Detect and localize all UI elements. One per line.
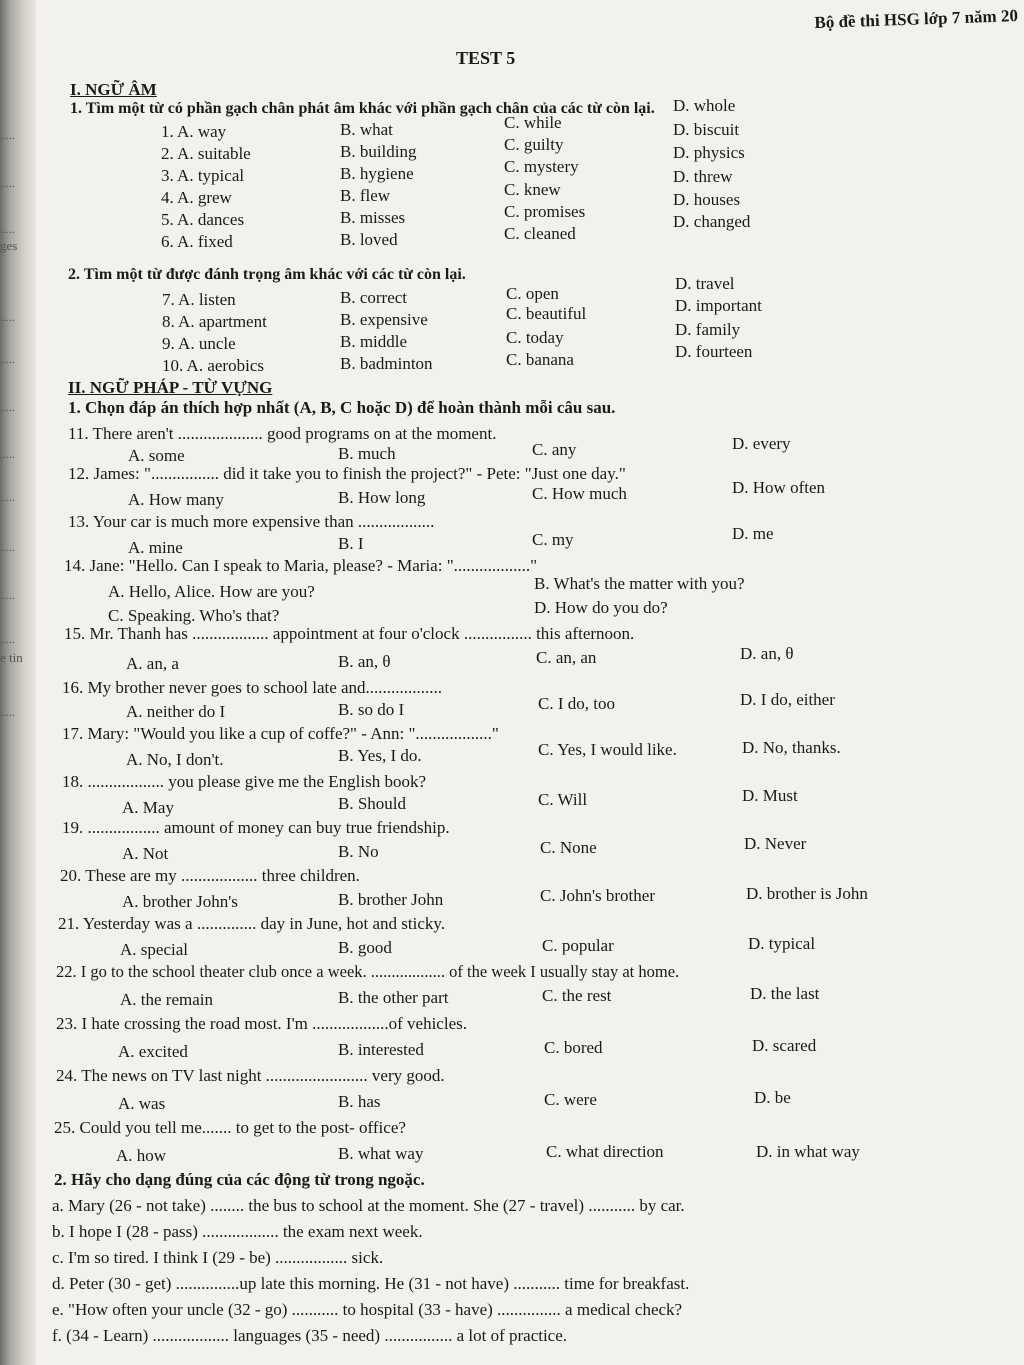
option-b: B. flew [340, 186, 391, 205]
spine-dots: ..... [0, 400, 15, 414]
exam-page [36, 0, 1024, 1365]
option-a: 5. A. dances [161, 210, 245, 229]
question-text: 16. My brother never goes to school late and.................. [62, 678, 443, 697]
verb-exercise-line: f. (34 - Learn) .................. languages (35 - need) ................ a lot of practice. [52, 1326, 568, 1345]
option-b: B. expensive [340, 310, 428, 329]
spine-word: ges [0, 238, 18, 253]
option-b: B. misses [340, 208, 406, 227]
option-d: D. No, thanks. [742, 738, 841, 757]
option-c: C. John's brother [540, 886, 655, 905]
option-d: D. the last [750, 984, 820, 1003]
option-b: B. hygiene [340, 164, 414, 183]
option-b: B. an, θ [338, 652, 391, 671]
option-c: C. bored [544, 1038, 603, 1057]
option-c: C. Yes, I would like. [538, 740, 677, 759]
option-a: 7. A. listen [162, 290, 236, 309]
verb-exercise-line: c. I'm so tired. I think I (29 - be) ................. sick. [52, 1248, 384, 1267]
option-a: A. Hello, Alice. How are you? [108, 582, 315, 601]
option-c: C. promises [504, 202, 586, 221]
option-a: A. How many [128, 490, 224, 509]
option-c: C. today [506, 328, 564, 347]
option-d: D. Must [742, 786, 798, 805]
option-c: C. beautiful [506, 304, 587, 323]
verb-exercise-line: a. Mary (26 - not take) ........ the bus to school at the moment. She (27 - travel) ........... by car. [52, 1196, 685, 1215]
option-c: C. were [544, 1090, 597, 1109]
option-d: D. How often [732, 478, 826, 497]
spine-dots: ..... [0, 705, 15, 719]
option-d: D. me [732, 524, 774, 543]
option-d: D. How do you do? [534, 598, 668, 617]
question-text: 25. Could you tell me....... to get to the post- office? [54, 1118, 406, 1137]
option-a: A. an, a [126, 654, 179, 673]
option-b: B. I [338, 534, 364, 553]
option-d: D. be [754, 1088, 791, 1107]
option-c: C. my [532, 530, 574, 549]
book-header: Bộ đề thi HSG lớp 7 năm 20 [814, 6, 1019, 33]
option-d: D. whole [673, 96, 736, 115]
option-d: D. biscuit [673, 120, 740, 139]
option-a: 6. A. fixed [161, 232, 233, 251]
option-b: B. interested [338, 1040, 424, 1059]
option-c: C. knew [504, 180, 561, 199]
spine-dots: ..... [0, 176, 15, 190]
option-c: C. guilty [504, 135, 564, 154]
option-c: C. open [506, 284, 559, 303]
option-d: D. fourteen [675, 342, 753, 361]
option-a: A. excited [118, 1042, 188, 1061]
option-c: C. any [532, 440, 577, 459]
option-b: B. what [340, 120, 393, 139]
verb-exercise-line: d. Peter (30 - get) ...............up late this morning. He (31 - not have) ........... time for breakfast. [52, 1274, 690, 1293]
instruction-multiple-choice: 1. Chọn đáp án thích hợp nhất (A, B, C hoặc D) để hoàn thành mỗi câu sau. [68, 398, 616, 417]
spine-dots: ..... [0, 540, 15, 554]
option-c: C. mystery [504, 157, 579, 176]
question-text: 15. Mr. Thanh has .................. appointment at four o'clock ................ this afternoon. [64, 624, 635, 643]
option-a: 3. A. typical [161, 166, 245, 185]
option-a: 2. A. suitable [161, 144, 251, 163]
option-b: B. has [338, 1092, 381, 1111]
question-text: 17. Mary: "Would you like a cup of coffe?" - Ann: ".................." [62, 724, 499, 743]
spine-dots: ..... [0, 447, 15, 461]
question-text: 14. Jane: "Hello. Can I speak to Maria, please? - Maria: ".................." [64, 556, 538, 575]
option-a: A. some [128, 446, 185, 465]
option-a: 10. A. aerobics [162, 356, 264, 375]
option-b: B. building [340, 142, 417, 161]
option-a: 8. A. apartment [162, 312, 267, 331]
option-b: B. Should [338, 794, 407, 813]
option-c: C. Speaking. Who's that? [108, 606, 280, 625]
option-c: C. banana [506, 350, 574, 369]
option-a: 4. A. grew [161, 188, 232, 207]
option-d: D. Never [744, 834, 807, 853]
option-b: B. badminton [340, 354, 433, 373]
option-c: C. cleaned [504, 224, 576, 243]
option-c: C. popular [542, 936, 614, 955]
question-text: 18. .................. you please give me the English book? [62, 772, 427, 791]
option-a: A. the remain [120, 990, 213, 1009]
option-d: D. physics [673, 143, 745, 162]
option-a: A. was [118, 1094, 166, 1113]
option-a: A. No, I don't. [126, 750, 224, 769]
option-a: 1. A. way [161, 122, 227, 141]
question-text: 20. These are my .................. three children. [60, 866, 360, 885]
section-title-phonetics: I. NGỮ ÂM [70, 80, 157, 99]
question-text: 12. James: "................ did it take you to finish the project?" - Pete: "Just one day." [68, 464, 626, 483]
option-d: D. in what way [756, 1142, 860, 1161]
option-b: B. No [338, 842, 379, 861]
option-b: B. the other part [338, 988, 449, 1007]
option-b: B. How long [338, 488, 426, 507]
spine-dots: ..... [0, 310, 15, 324]
option-b: B. What's the matter with you? [534, 574, 745, 593]
verb-exercise-line: e. "How often your uncle (32 - go) ........... to hospital (33 - have) ............... a medical check? [52, 1300, 683, 1319]
question-text: 22. I go to the school theater club once a week. .................. of the week I usually stay at home. [56, 962, 680, 981]
option-a: A. special [120, 940, 188, 959]
spine-dots: ..... [0, 128, 15, 142]
option-d: D. an, θ [740, 644, 794, 663]
question-text: 11. There aren't .................... good programs on at the moment. [68, 424, 497, 443]
option-c: C. an, an [536, 648, 597, 667]
option-b: B. so do I [338, 700, 405, 719]
option-b: B. correct [340, 288, 408, 307]
option-b: B. brother John [338, 890, 444, 909]
option-a: A. mine [128, 538, 183, 557]
spine-dots: ..... [0, 352, 15, 366]
option-b: B. much [338, 444, 396, 463]
section-title-grammar: II. NGỮ PHÁP - TỪ VỰNG [68, 378, 273, 397]
instruction-verb-forms: 2. Hãy cho dạng đúng của các động từ trong ngoặc. [54, 1170, 425, 1189]
verb-exercise-line: b. I hope I (28 - pass) .................. the exam next week. [52, 1222, 423, 1241]
test-title: TEST 5 [456, 48, 516, 68]
spine-dots: ..... [0, 222, 15, 236]
option-b: B. loved [340, 230, 398, 249]
option-d: D. threw [673, 167, 733, 186]
option-a: A. how [116, 1146, 167, 1165]
option-b: B. middle [340, 332, 408, 351]
option-d: D. travel [675, 274, 735, 293]
option-d: D. typical [748, 934, 816, 953]
option-c: C. the rest [542, 986, 612, 1005]
option-a: 9. A. uncle [162, 334, 236, 353]
option-d: D. important [675, 296, 762, 315]
option-d: D. every [732, 434, 791, 453]
option-b: B. what way [338, 1144, 424, 1163]
option-c: C. I do, too [538, 694, 615, 713]
question-text: 21. Yesterday was a .............. day in June, hot and sticky. [58, 914, 446, 933]
option-a: A. May [122, 798, 174, 817]
option-c: C. How much [532, 484, 627, 503]
option-b: B. Yes, I do. [338, 746, 422, 765]
option-c: C. while [504, 113, 562, 132]
option-b: B. good [338, 938, 392, 957]
instruction-stress: 2. Tìm một từ được đánh trọng âm khác với các từ còn lại. [68, 266, 466, 283]
option-d: D. houses [673, 190, 741, 209]
option-a: A. neither do I [126, 702, 226, 721]
instruction-pronunciation: 1. Tìm một từ có phần gạch chân phát âm khác với phần gạch chân của các từ còn lại. [70, 100, 655, 117]
option-c: C. None [540, 838, 597, 857]
option-a: A. brother John's [122, 892, 238, 911]
spine-dots: ..... [0, 632, 15, 646]
question-text: 24. The news on TV last night ........................ very good. [56, 1066, 445, 1085]
option-d: D. I do, either [740, 690, 835, 709]
option-d: D. scared [752, 1036, 817, 1055]
spine-word: e tin [0, 650, 23, 665]
spine-dots: ..... [0, 588, 15, 602]
question-text: 13. Your car is much more expensive than .................. [68, 512, 435, 531]
option-d: D. changed [673, 212, 751, 231]
option-c: C. what direction [546, 1142, 664, 1161]
option-d: D. family [675, 320, 741, 339]
option-a: A. Not [122, 844, 169, 863]
question-text: 23. I hate crossing the road most. I'm ..................of vehicles. [56, 1014, 467, 1033]
spine-dots: ..... [0, 490, 15, 504]
option-c: C. Will [538, 790, 588, 809]
book-spine [0, 0, 36, 1365]
option-d: D. brother is John [746, 884, 868, 903]
question-text: 19. ................. amount of money can buy true friendship. [62, 818, 450, 837]
